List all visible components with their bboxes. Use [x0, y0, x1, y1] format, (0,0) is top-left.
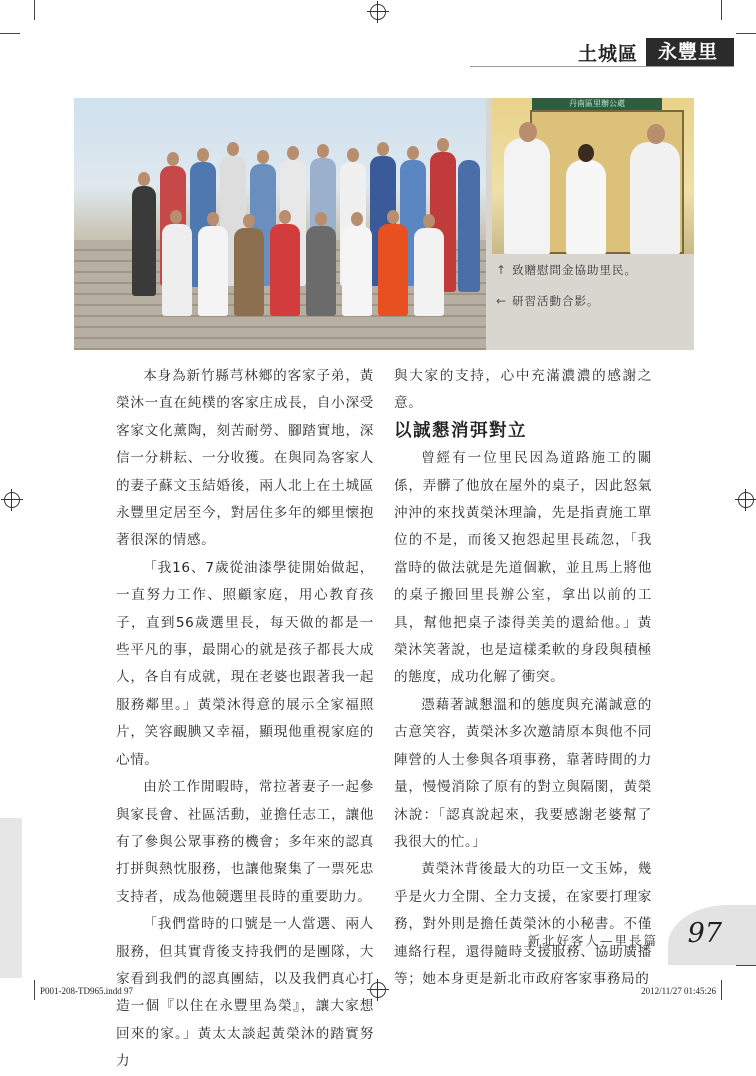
- crop-mark: [736, 965, 756, 966]
- donation-photo: [492, 98, 694, 254]
- section-heading: 以誠懇消弭對立: [394, 420, 527, 441]
- photo-captions: [496, 262, 692, 324]
- district-name: 土城區: [577, 42, 638, 65]
- print-slug-right: 2012/11/27 01:45:26: [641, 986, 716, 996]
- arrow-left-icon: ←: [496, 294, 508, 308]
- crop-mark: [736, 33, 756, 34]
- crowd-figures: [122, 116, 482, 316]
- paragraph: 由於工作閒暇時，常拉著妻子一起參與家長會、社區活動，並擔任志工，讓他有了參與公眾事務的機會；多年來的認真打拼與熱忱服務，也讓他聚集了一票死忠支持者，成為他競選里長時的重要助力。: [116, 779, 374, 905]
- caption-donation: [496, 262, 692, 278]
- chapter-header: [578, 38, 734, 66]
- village-name: 永豐里: [646, 38, 734, 67]
- registration-mark: [4, 492, 20, 508]
- crop-mark: [34, 0, 35, 20]
- crop-mark: [34, 980, 35, 1000]
- crop-mark: [721, 980, 722, 1000]
- paragraph: 黃榮沐背後最大的功臣一文玉姊，幾乎是火力全開、全力支援，在家要打理家務，對外則是擔任黃榮沐的小秘書。不僅連絡行程，還得隨時支援服務、協助廣播等；她本身更是新北市政府客家事務局的: [394, 861, 652, 987]
- paragraph-continuation: 與大家的支持，心中充滿濃濃的感謝之意。: [394, 368, 652, 412]
- running-footer: 新北好客人—里長篇: [527, 933, 658, 948]
- left-side-band: [0, 818, 22, 978]
- paragraph: 憑藉著誠懇溫和的態度與充滿誠意的古意笑容，黃榮沐多次邀請原本與他不同陣營的人士參與各項事務，靠著時間的力量，慢慢消除了原有的對立與隔閡，黃榮沐說：「認真說起來，我要感謝老婆幫了我很大的忙。」: [394, 696, 652, 850]
- print-slug-left: P001-208-TD965.indd 97: [40, 986, 133, 996]
- page-number: 97: [687, 918, 722, 949]
- caption-group-photo: [496, 293, 692, 309]
- crop-mark: [721, 0, 722, 20]
- paragraph: 曾經有一位里民因為道路施工的關係，弄髒了他放在屋外的桌子，因此怒氣沖沖的來找黃榮沐理論，先是指責施工單位的不是，而後又抱怨起里長疏忽，「我當時的做法就是先道個歉，並且馬上將他的桌子搬回里長辦公室，拿出以前的工具，幫他把桌子漆得美美的還給他。」黃榮沐笑著說，也是這樣柔軟的身段與積極的態度，成功化解了衝突。: [394, 450, 652, 686]
- paragraph: 本身為新竹縣芎林鄉的客家子弟，黃榮沐一直在純樸的客家庄成長，自小深受客家文化薰陶，刻苦耐勞、腳踏實地，深信一分耕耘、一分收獲。在與同為客家人的妻子蘇文玉結婚後，兩人北上在土城區永豐里定居至今，對居住多年的鄉里懷抱著很深的情感。: [116, 368, 374, 549]
- group-photo: [74, 98, 486, 350]
- office-sign: 丹南區里辦公處: [532, 98, 662, 110]
- registration-mark: [738, 492, 754, 508]
- arrow-up-icon: ↑: [496, 263, 508, 277]
- paragraph: 「我們當時的口號是一人當選、兩人服務，但其實背後支持我們的是團隊，大家看到我們的認真團結，以及我們真心打造一個『以住在永豐里為榮』，讓大家想回來的家。」黃太太談起黃榮沐的踏實努力: [116, 916, 374, 1070]
- crop-mark: [0, 33, 20, 34]
- paragraph: 「我16、7歲從油漆學徒開始做起，一直努力工作、照顧家庭，用心教育孩子，直到56歲選里長，每天做的都是一些平凡的事，最開心的就是孩子都長大成人，各自有成就，現在老婆也跟著我一起服務鄰里。」黃榮沐得意的展示全家福照片，笑容靦腆又幸福，顯現他重視家庭的心情。: [116, 559, 374, 768]
- left-column: [116, 363, 374, 1076]
- right-column: [394, 363, 652, 993]
- caption-text: 研習活動合影。: [512, 294, 600, 308]
- caption-text: 致贈慰問金協助里民。: [512, 263, 638, 277]
- header-rule: [470, 66, 734, 67]
- registration-mark: [370, 4, 386, 20]
